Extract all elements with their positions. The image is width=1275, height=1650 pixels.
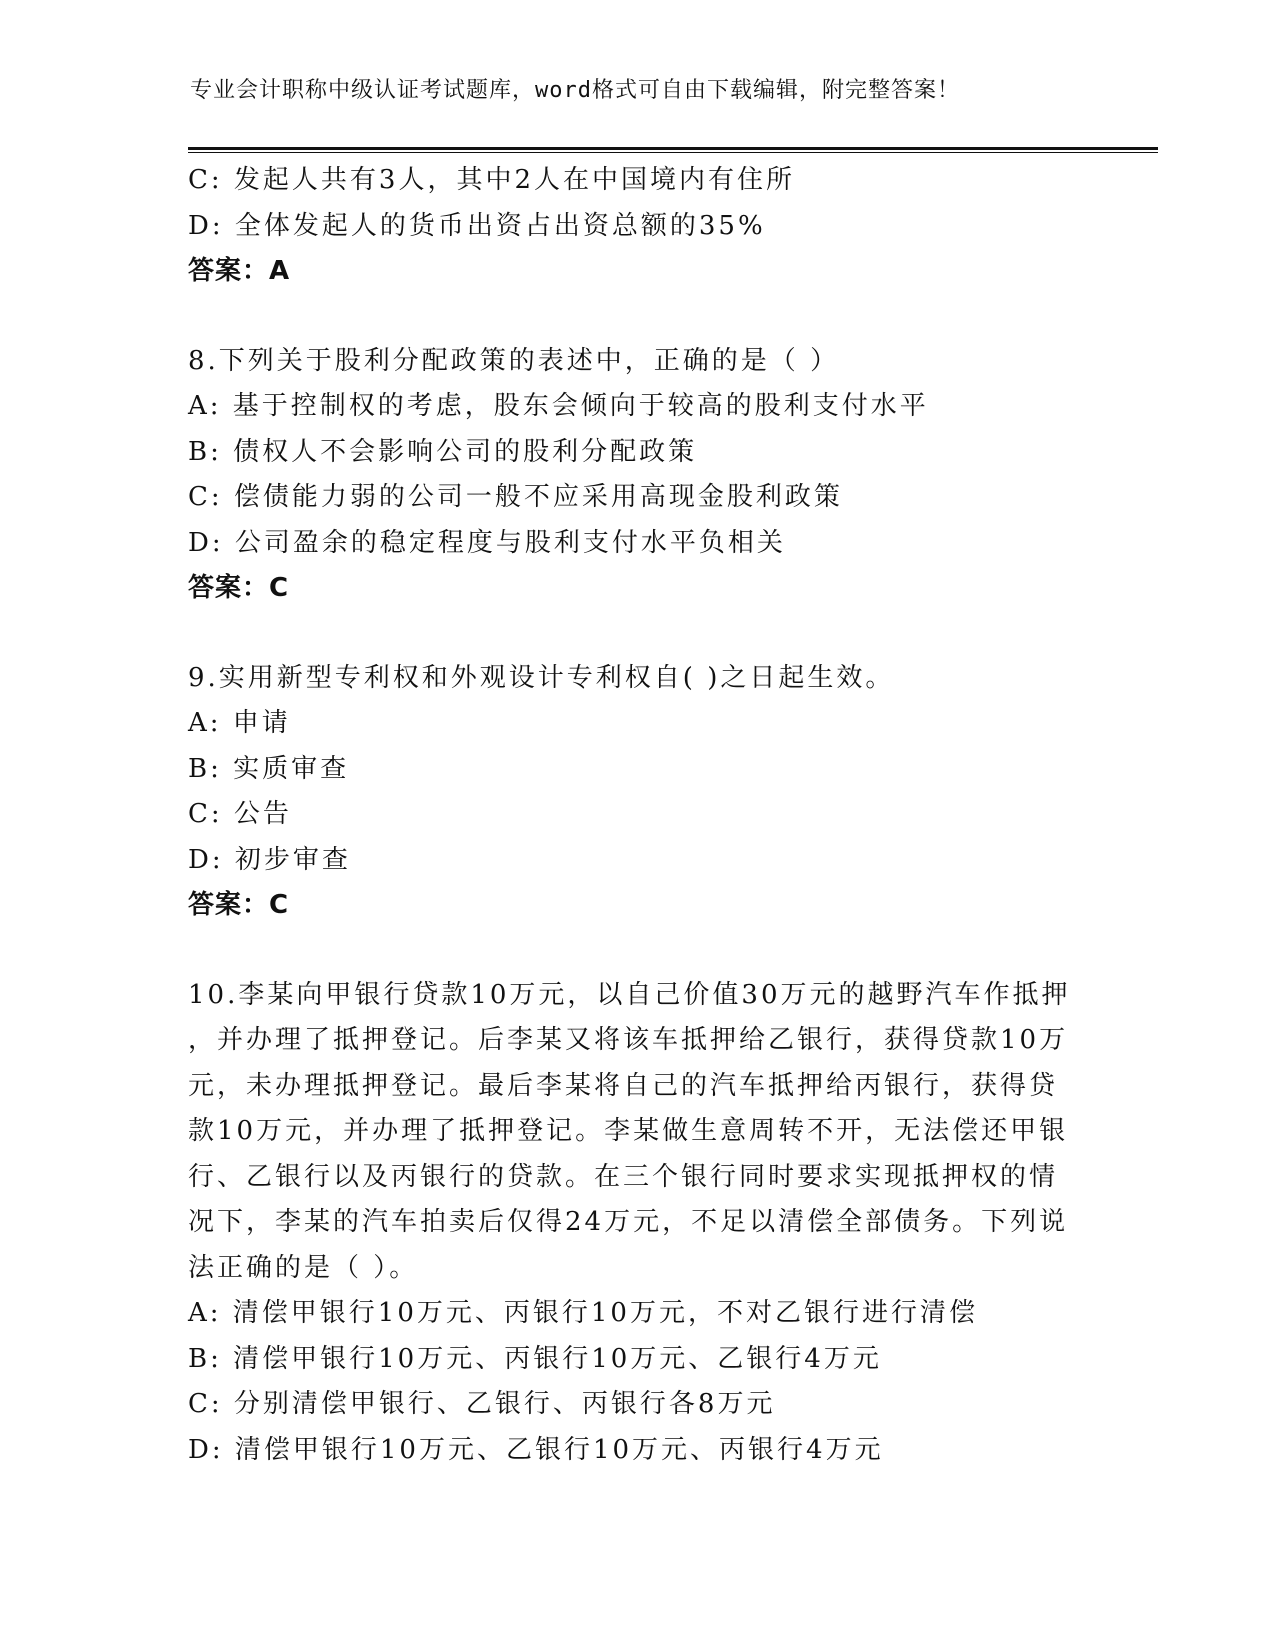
option-b: B: 债权人不会影响公司的股利分配政策 [188,436,698,467]
answer-line: 答案：A [188,256,291,286]
question-8 [188,339,1088,612]
page-header: 专业会计职称中级认证考试题库，word格式可自由下载编辑，附完整答案！ [190,78,960,103]
option-d: D: 全体发起人的货币出资占出资总额的35% [188,210,766,241]
option-c: C: 发起人共有3人，其中2人在中国境内有住所 [188,165,796,195]
option-a: A: 申请 [188,708,291,738]
question-stem-line: 款10万元，并办理了抵押登记。李某做生意周转不开，无法偿还甲银 [188,1116,1069,1146]
option-d: D: 公司盈余的稳定程度与股利支付水平负相关 [188,527,786,558]
option-c: C: 分别清偿甲银行、乙银行、丙银行各8万元 [188,1389,776,1419]
question-stem: 9.实用新型专利权和外观设计专利权自( )之日起生效。 [188,662,895,693]
question-stem-line: 况下，李某的汽车拍卖后仅得24万元，不足以清偿全部债务。下列说 [188,1207,1069,1237]
answer-line: 答案：C [188,573,290,603]
answer-line: 答案：C [188,890,290,920]
header-rule-thick [188,147,1158,150]
spacer [188,295,1088,339]
question-stem-line: 法正确的是（ ）。 [188,1252,419,1283]
option-d: D: 初步审查 [188,844,351,875]
option-b: B: 清偿甲银行10万元、丙银行10万元、乙银行4万元 [188,1343,882,1374]
document-body [188,158,1088,1473]
option-c: C: 偿债能力弱的公司一般不应采用高现金股利政策 [188,482,843,512]
question-7 [188,158,1088,295]
question-stem: 8.下列关于股利分配政策的表述中，正确的是（ ） [188,345,840,376]
question-stem-line: ，并办理了抵押登记。后李某又将该车抵押给乙银行，获得贷款10万 [188,1025,1069,1055]
question-stem-line: 10.李某向甲银行贷款10万元，以自己价值30万元的越野汽车作抵押 [188,979,1071,1010]
option-d: D: 清偿甲银行10万元、乙银行10万元、丙银行4万元 [188,1434,884,1465]
question-9 [188,656,1088,929]
question-stem-line: 元，未办理抵押登记。最后李某将自己的汽车抵押给丙银行，获得贷 [188,1070,1059,1101]
option-b: B: 实质审查 [188,753,350,784]
question-10 [188,973,1088,1474]
option-c: C: 公告 [188,799,292,829]
spacer [188,612,1088,656]
option-a: A: 基于控制权的考虑，股东会倾向于较高的股利支付水平 [188,391,929,421]
option-a: A: 清偿甲银行10万元、丙银行10万元，不对乙银行进行清偿 [188,1298,978,1328]
question-stem-line: 行、乙银行以及丙银行的贷款。在三个银行同时要求实现抵押权的情 [188,1161,1059,1192]
header-rule-thin [188,152,1158,153]
spacer [188,929,1088,973]
